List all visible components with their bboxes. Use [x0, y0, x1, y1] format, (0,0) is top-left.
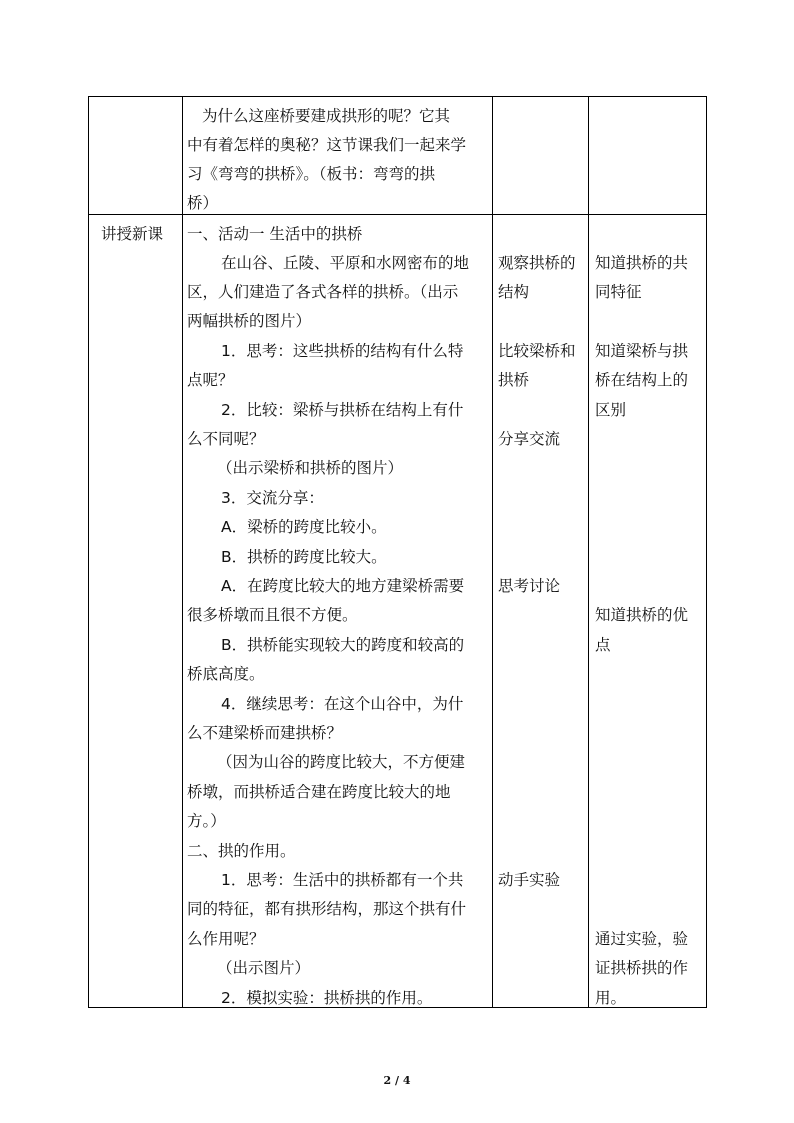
content-line: 桥底高度。 [187, 665, 265, 683]
goal-line: 知道拱桥的共 [595, 254, 689, 272]
table-cell-empty [493, 97, 589, 215]
section-label: 讲授新课 [101, 225, 164, 243]
goal-line: 知道梁桥与拱 [595, 342, 689, 360]
content-line: 桥墩，而拱桥适合建在跨度比较大的地 [187, 783, 451, 801]
activity-line: 观察拱桥的 [498, 254, 576, 272]
table-cell-empty [589, 97, 707, 215]
content-line: 1．思考：生活中的拱桥都有一个共 [221, 871, 464, 889]
activity-line: 思考讨论 [498, 577, 561, 595]
content-line: （出示图片） [217, 959, 311, 977]
content-line: 区，人们建造了各式各样的拱桥。（出示 [187, 283, 459, 301]
goal-line: 桥在结构上的 [595, 371, 689, 389]
content-line: 么作用呢？ [187, 930, 265, 948]
goal-line: 点 [595, 636, 611, 654]
content-line: 方。） [187, 812, 226, 830]
content-line: 一、活动一 生活中的拱桥 [187, 225, 363, 243]
goal-line: 区别 [595, 401, 627, 419]
goal-line: 知道拱桥的优 [595, 606, 689, 624]
table-cell-empty [89, 97, 183, 215]
intro-cell [183, 97, 493, 215]
goal-cell [589, 215, 707, 1008]
intro-line: 为什么这座桥要建成拱形的呢？它其 [202, 107, 451, 125]
goal-line: 通过实验，验 [595, 930, 689, 948]
content-line: 2．比较：梁桥与拱桥在结构上有什 [221, 401, 464, 419]
goal-line: 证拱桥拱的作 [595, 959, 689, 977]
content-line: 两幅拱桥的图片） [187, 312, 312, 330]
activity-line: 结构 [498, 283, 530, 301]
content-line: B．拱桥的跨度比较大。 [221, 548, 387, 566]
content-line: 点呢？ [187, 371, 234, 389]
activity-line: 分享交流 [498, 430, 561, 448]
content-line: 在山谷、丘陵、平原和水网密布的地 [221, 254, 470, 272]
table-row [89, 97, 707, 215]
activity-line: 动手实验 [498, 871, 561, 889]
content-line: 很多桥墩而且很不方便。 [187, 606, 358, 624]
section-label-cell [89, 215, 183, 1008]
content-line: 么不同呢？ [187, 430, 265, 448]
goal-line: 同特征 [595, 283, 642, 301]
content-line: A．梁桥的跨度比较小。 [221, 518, 387, 536]
content-cell [183, 215, 493, 1008]
content-line: 2．模拟实验：拱桥拱的作用。 [221, 989, 433, 1007]
content-line: 么不建梁桥而建拱桥？ [187, 724, 343, 742]
activity-line: 比较梁桥和 [498, 342, 576, 360]
table-row [89, 215, 707, 1008]
activity-cell [493, 215, 589, 1008]
content-line: A．在跨度比较大的地方建梁桥需要 [221, 577, 465, 595]
content-line: 4．继续思考：在这个山谷中，为什 [221, 695, 464, 713]
content-line: （因为山谷的跨度比较大，不方便建 [217, 753, 466, 771]
intro-line: 中有着怎样的奥秘？这节课我们一起来学 [187, 136, 467, 154]
activity-line: 拱桥 [498, 371, 530, 389]
intro-line: 习《弯弯的拱桥》。（板书：弯弯的拱 [187, 165, 436, 183]
goal-line: 用。 [595, 989, 627, 1007]
content-line: 同的特征，都有拱形结构，那这个拱有什 [187, 900, 467, 918]
lesson-plan-table [88, 96, 707, 1008]
content-line: B．拱桥能实现较大的跨度和较高的 [221, 636, 465, 654]
content-line: （出示梁桥和拱桥的图片） [217, 459, 404, 477]
content-line: 1．思考：这些拱桥的结构有什么特 [221, 342, 464, 360]
page-number: 2 / 4 [383, 1074, 411, 1087]
content-line: 二、拱的作用。 [187, 842, 296, 860]
content-line: 3．交流分享： [221, 489, 324, 507]
intro-line: 桥） [187, 194, 219, 212]
